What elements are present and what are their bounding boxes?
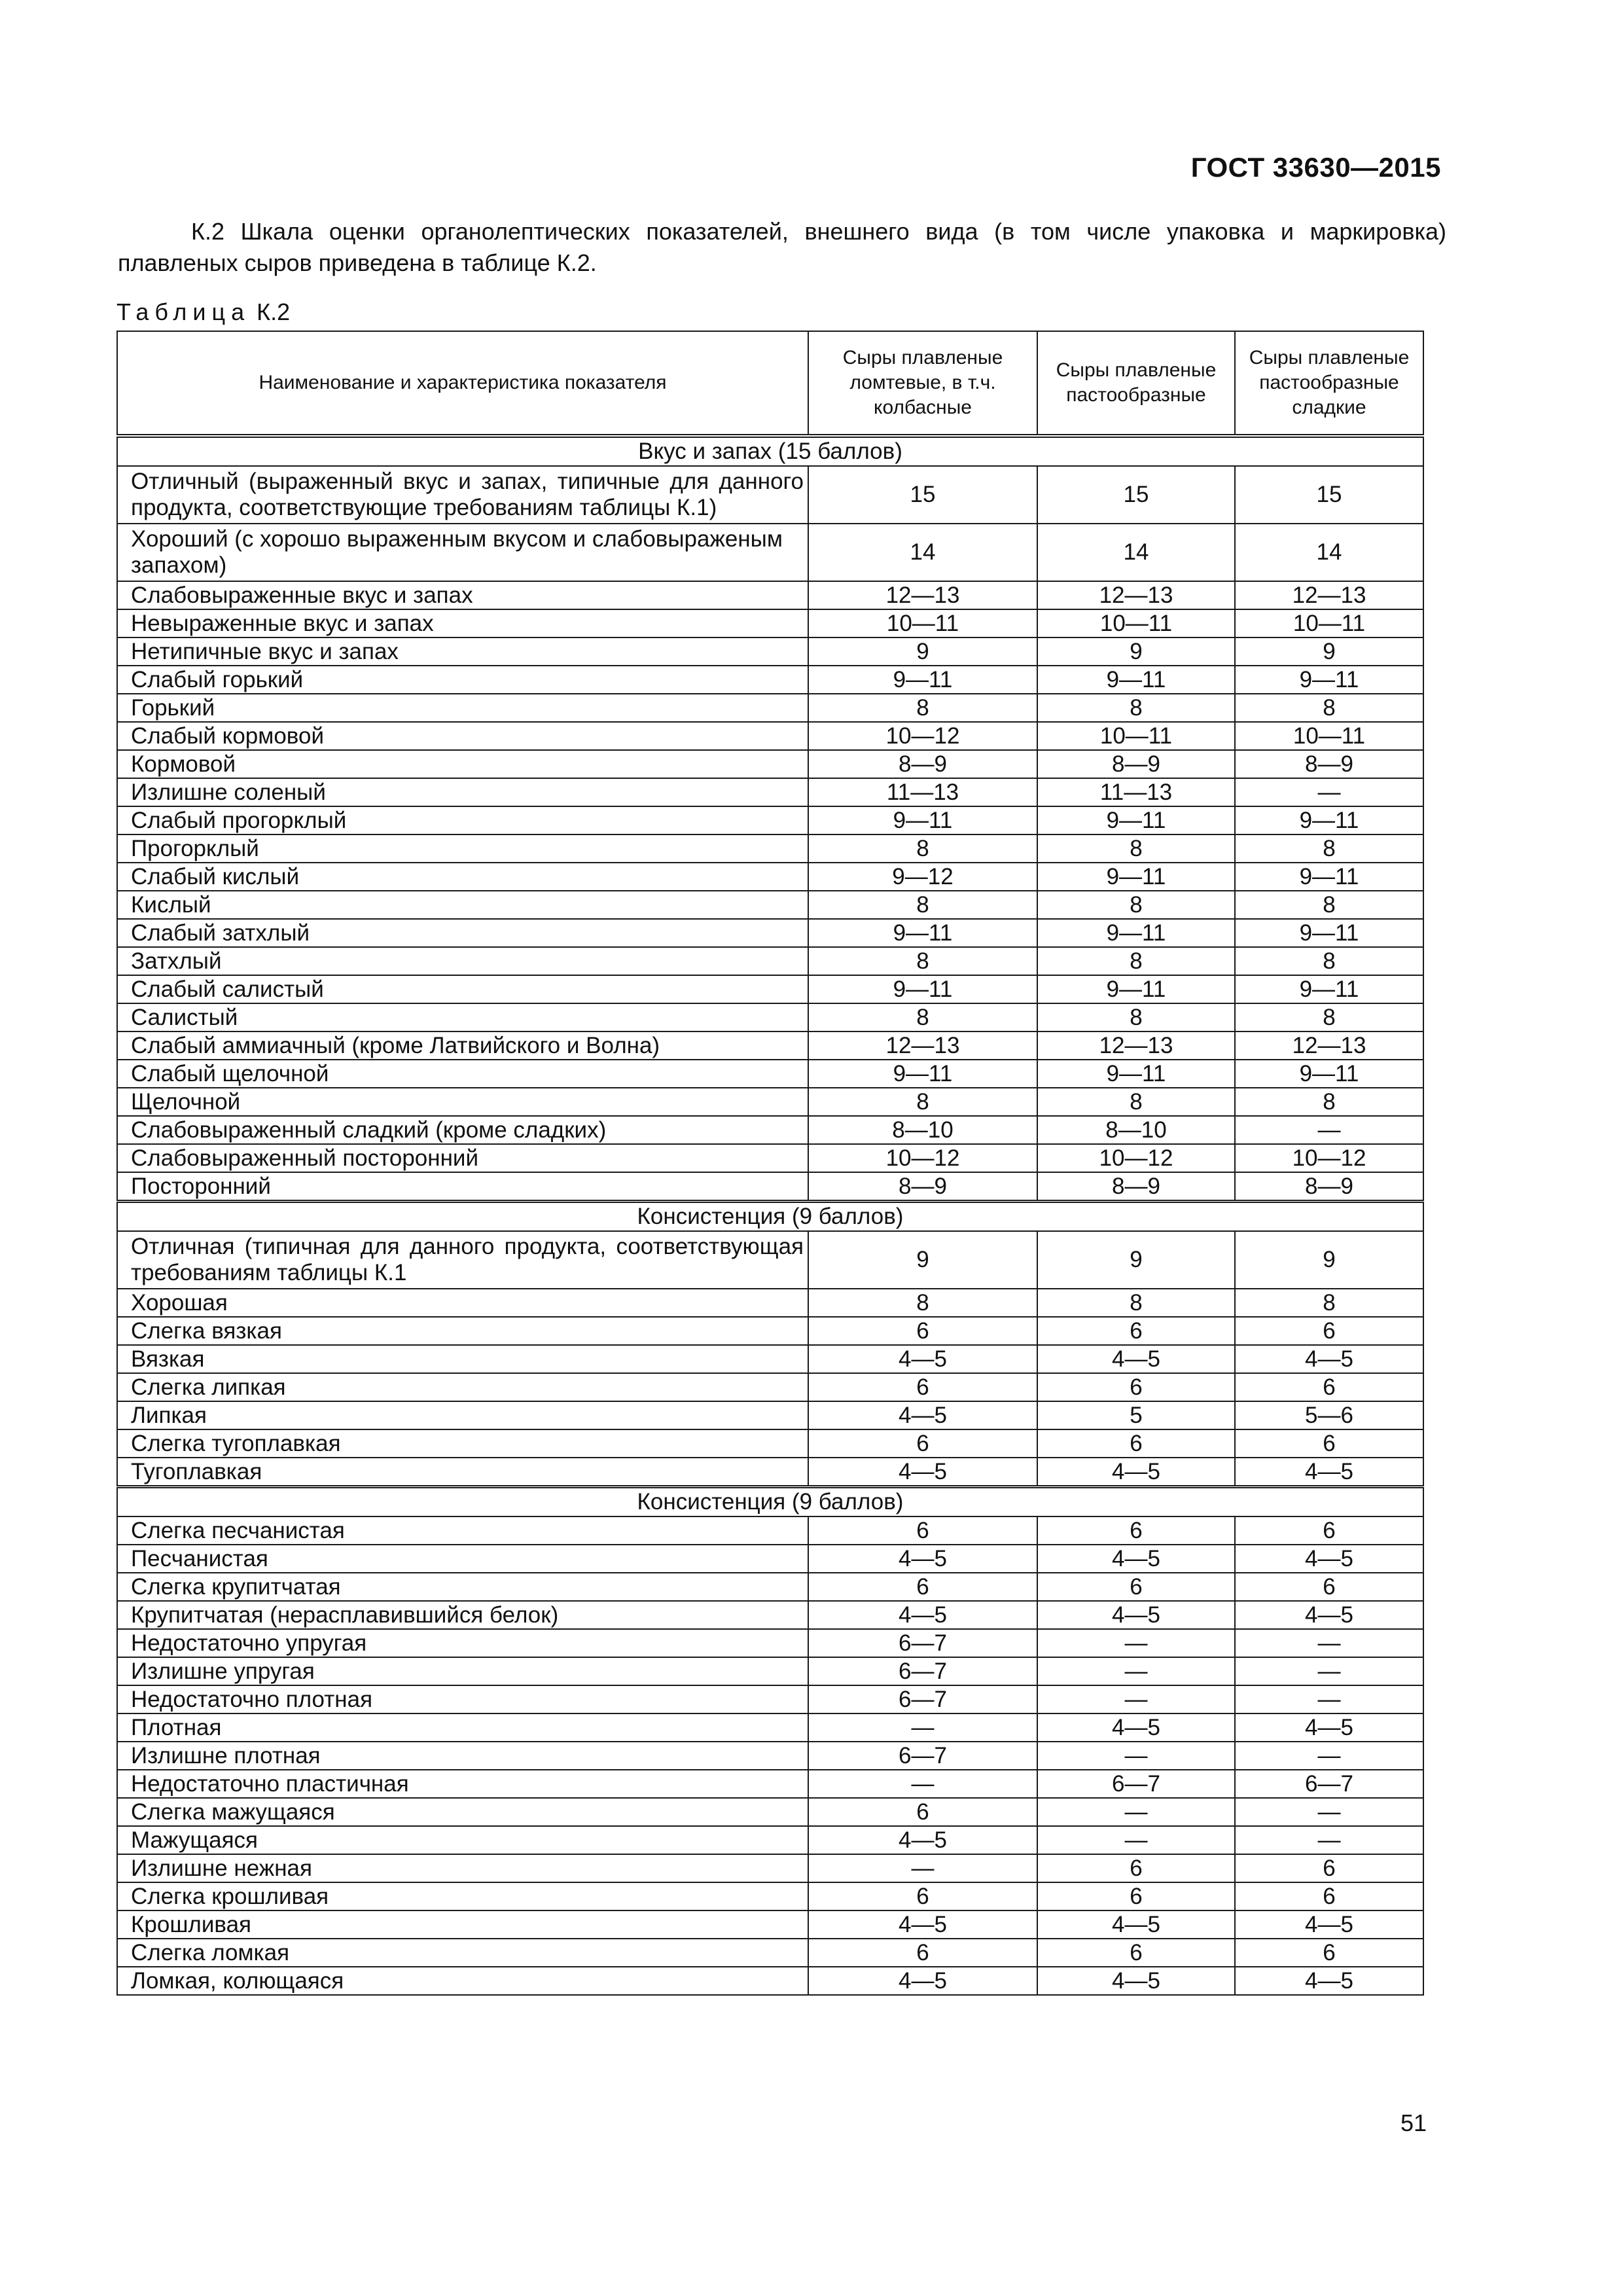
- table-row: [117, 1172, 1423, 1202]
- indicator-cell: Мажущаяся: [117, 1826, 808, 1854]
- indicator-cell: Слегка крупитчатая: [117, 1573, 808, 1601]
- indicator-cell: Нетипичные вкус и запах: [117, 637, 808, 666]
- table-row: [117, 1601, 1423, 1629]
- indicator-cell: Вязкая: [117, 1345, 808, 1373]
- indicator-cell: Слегка мажущаяся: [117, 1798, 808, 1826]
- table-row: [117, 806, 1423, 834]
- score-sliced-cell: 6—7: [808, 1685, 1037, 1713]
- score-sliced-cell: 15: [808, 466, 1037, 524]
- section-row: [117, 1487, 1423, 1517]
- table-row: [117, 834, 1423, 863]
- indicator-cell: Слабый прогорклый: [117, 806, 808, 834]
- score-paste-sweet-cell: 15: [1235, 466, 1423, 524]
- score-paste-cell: 9: [1037, 637, 1235, 666]
- score-sliced-cell: 6: [808, 1317, 1037, 1345]
- score-sliced-cell: 9—11: [808, 806, 1037, 834]
- score-paste-cell: 9—11: [1037, 863, 1235, 891]
- table-row: [117, 1345, 1423, 1373]
- score-paste-sweet-cell: 6: [1235, 1939, 1423, 1967]
- section-title: Вкус и запах (15 баллов): [117, 436, 1423, 466]
- indicator-cell: Отличная (типичная для данного продукта, соответствующая требованиям таблицы К.1: [117, 1231, 808, 1289]
- score-paste-cell: 15: [1037, 466, 1235, 524]
- score-paste-cell: 8—9: [1037, 750, 1235, 778]
- indicator-cell: Излишне соленый: [117, 778, 808, 806]
- score-sliced-cell: 6: [808, 1516, 1037, 1545]
- table-row: [117, 609, 1423, 637]
- score-sliced-cell: 6—7: [808, 1657, 1037, 1685]
- table-row: [117, 1088, 1423, 1116]
- score-sliced-cell: 6—7: [808, 1629, 1037, 1657]
- score-paste-sweet-cell: 8: [1235, 1289, 1423, 1317]
- table-row: [117, 581, 1423, 609]
- score-sliced-cell: 8: [808, 694, 1037, 722]
- score-paste-cell: 6: [1037, 1573, 1235, 1601]
- score-sliced-cell: 4—5: [808, 1401, 1037, 1429]
- table-row: [117, 1429, 1423, 1458]
- score-paste-sweet-cell: —: [1235, 778, 1423, 806]
- score-paste-cell: 12—13: [1037, 1031, 1235, 1060]
- score-paste-sweet-cell: 9—11: [1235, 666, 1423, 694]
- indicator-cell: Слегка вязкая: [117, 1317, 808, 1345]
- score-paste-cell: 6: [1037, 1882, 1235, 1910]
- score-paste-cell: 12—13: [1037, 581, 1235, 609]
- indicator-cell: Излишне плотная: [117, 1742, 808, 1770]
- indicator-cell: Слабый аммиачный (кроме Латвийского и Волна): [117, 1031, 808, 1060]
- score-paste-cell: 6: [1037, 1317, 1235, 1345]
- indicator-cell: Щелочной: [117, 1088, 808, 1116]
- score-sliced-cell: 4—5: [808, 1601, 1037, 1629]
- score-paste-sweet-cell: 12—13: [1235, 581, 1423, 609]
- table-row: [117, 1373, 1423, 1401]
- table-row: [117, 1458, 1423, 1487]
- indicator-cell: Отличный (выраженный вкус и запах, типичные для данного продукта, соответствующие требованиям таблицы К.1): [117, 466, 808, 524]
- score-paste-sweet-cell: 6: [1235, 1573, 1423, 1601]
- table-row: [117, 1116, 1423, 1144]
- table-row: [117, 750, 1423, 778]
- score-paste-cell: —: [1037, 1629, 1235, 1657]
- score-paste-sweet-cell: 4—5: [1235, 1345, 1423, 1373]
- table-row: [117, 778, 1423, 806]
- score-paste-sweet-cell: 12—13: [1235, 1031, 1423, 1060]
- table-caption-number: К.2: [257, 298, 291, 325]
- table-row: [117, 1573, 1423, 1601]
- score-paste-cell: —: [1037, 1798, 1235, 1826]
- score-paste-sweet-cell: 9—11: [1235, 975, 1423, 1003]
- table-row: [117, 1231, 1423, 1289]
- score-paste-cell: 8: [1037, 834, 1235, 863]
- score-sliced-cell: 4—5: [808, 1826, 1037, 1854]
- score-sliced-cell: 6: [808, 1939, 1037, 1967]
- table-row: [117, 524, 1423, 581]
- score-sliced-cell: 9: [808, 1231, 1037, 1289]
- score-sliced-cell: —: [808, 1854, 1037, 1882]
- score-paste-sweet-cell: 8: [1235, 947, 1423, 975]
- score-sliced-cell: 6: [808, 1373, 1037, 1401]
- table-row: [117, 1317, 1423, 1345]
- score-sliced-cell: 8: [808, 1003, 1037, 1031]
- score-paste-cell: 9: [1037, 1231, 1235, 1289]
- indicator-cell: Излишне нежная: [117, 1854, 808, 1882]
- table-row: [117, 1629, 1423, 1657]
- score-paste-cell: 14: [1037, 524, 1235, 581]
- score-paste-sweet-cell: 6: [1235, 1854, 1423, 1882]
- table-row: [117, 466, 1423, 524]
- indicator-cell: Ломкая, колющаяся: [117, 1967, 808, 1995]
- score-paste-cell: 10—11: [1037, 722, 1235, 750]
- indicator-cell: Слабовыраженный посторонний: [117, 1144, 808, 1172]
- table-row: [117, 666, 1423, 694]
- score-sliced-cell: 9—11: [808, 975, 1037, 1003]
- score-sliced-cell: 9—12: [808, 863, 1037, 891]
- score-sliced-cell: 8: [808, 1088, 1037, 1116]
- score-table: [116, 331, 1424, 1996]
- score-paste-sweet-cell: 6: [1235, 1373, 1423, 1401]
- document-code: ГОСТ 33630—2015: [1190, 152, 1441, 183]
- column-header-indicator: Наименование и характеристика показателя: [117, 331, 808, 436]
- indicator-cell: Слегка тугоплавкая: [117, 1429, 808, 1458]
- score-sliced-cell: 11—13: [808, 778, 1037, 806]
- intro-paragraph: К.2 Шкала оценки органолептических показателей, внешнего вида (в том числе упаковка и маркировка) плавленых сыров приведена в таблице К.2.: [118, 218, 1446, 276]
- table-row: [117, 1545, 1423, 1573]
- indicator-cell: Недостаточно упругая: [117, 1629, 808, 1657]
- indicator-cell: Тугоплавкая: [117, 1458, 808, 1487]
- score-sliced-cell: 10—12: [808, 722, 1037, 750]
- score-paste-sweet-cell: —: [1235, 1685, 1423, 1713]
- table-row: [117, 1003, 1423, 1031]
- indicator-cell: Слегка крошливая: [117, 1882, 808, 1910]
- score-paste-sweet-cell: 9—11: [1235, 863, 1423, 891]
- table-row: [117, 1516, 1423, 1545]
- table-row: [117, 947, 1423, 975]
- score-sliced-cell: 10—12: [808, 1144, 1037, 1172]
- score-sliced-cell: 8—10: [808, 1116, 1037, 1144]
- score-sliced-cell: 4—5: [808, 1345, 1037, 1373]
- score-paste-cell: 8: [1037, 1088, 1235, 1116]
- score-paste-sweet-cell: 14: [1235, 524, 1423, 581]
- table-row: [117, 1685, 1423, 1713]
- score-paste-sweet-cell: 6: [1235, 1429, 1423, 1458]
- score-paste-sweet-cell: 6: [1235, 1317, 1423, 1345]
- score-sliced-cell: 4—5: [808, 1545, 1037, 1573]
- indicator-cell: Крупитчатая (нерасплавившийся белок): [117, 1601, 808, 1629]
- table-row: [117, 1144, 1423, 1172]
- score-paste-cell: 4—5: [1037, 1545, 1235, 1573]
- score-paste-cell: 6: [1037, 1854, 1235, 1882]
- score-paste-sweet-cell: 8—9: [1235, 1172, 1423, 1202]
- indicator-cell: Крошливая: [117, 1910, 808, 1939]
- table-row: [117, 1713, 1423, 1742]
- table-row: [117, 1770, 1423, 1798]
- score-sliced-cell: 6—7: [808, 1742, 1037, 1770]
- score-paste-sweet-cell: 8: [1235, 834, 1423, 863]
- score-paste-cell: 8: [1037, 891, 1235, 919]
- score-sliced-cell: 9—11: [808, 666, 1037, 694]
- score-sliced-cell: 4—5: [808, 1458, 1037, 1487]
- score-paste-sweet-cell: —: [1235, 1826, 1423, 1854]
- indicator-cell: Салистый: [117, 1003, 808, 1031]
- score-paste-cell: —: [1037, 1742, 1235, 1770]
- page-number: 51: [1400, 2109, 1427, 2136]
- score-sliced-cell: 8—9: [808, 1172, 1037, 1202]
- score-paste-cell: 6—7: [1037, 1770, 1235, 1798]
- score-paste-cell: 10—11: [1037, 609, 1235, 637]
- indicator-cell: Прогорклый: [117, 834, 808, 863]
- score-sliced-cell: 8: [808, 891, 1037, 919]
- table-row: [117, 1910, 1423, 1939]
- score-paste-cell: 4—5: [1037, 1713, 1235, 1742]
- score-sliced-cell: 9—11: [808, 1060, 1037, 1088]
- score-paste-sweet-cell: 6—7: [1235, 1770, 1423, 1798]
- score-paste-cell: 6: [1037, 1429, 1235, 1458]
- indicator-cell: Недостаточно пластичная: [117, 1770, 808, 1798]
- score-paste-cell: —: [1037, 1826, 1235, 1854]
- score-sliced-cell: 9: [808, 637, 1037, 666]
- score-paste-sweet-cell: 8: [1235, 891, 1423, 919]
- score-paste-cell: 9—11: [1037, 806, 1235, 834]
- indicator-cell: Горький: [117, 694, 808, 722]
- score-sliced-cell: 6: [808, 1882, 1037, 1910]
- table-row: [117, 1401, 1423, 1429]
- table-row: [117, 919, 1423, 947]
- score-paste-sweet-cell: 10—12: [1235, 1144, 1423, 1172]
- score-paste-sweet-cell: 9: [1235, 637, 1423, 666]
- table-row: [117, 1798, 1423, 1826]
- score-sliced-cell: 6: [808, 1573, 1037, 1601]
- table-row: [117, 1826, 1423, 1854]
- table-row: [117, 1657, 1423, 1685]
- table-row: [117, 975, 1423, 1003]
- score-sliced-cell: —: [808, 1770, 1037, 1798]
- indicator-cell: Песчанистая: [117, 1545, 808, 1573]
- score-paste-sweet-cell: 8: [1235, 694, 1423, 722]
- column-header-paste: Сыры плавленые пастообразные: [1037, 331, 1235, 436]
- score-paste-cell: 6: [1037, 1373, 1235, 1401]
- indicator-cell: Кормовой: [117, 750, 808, 778]
- score-sliced-cell: —: [808, 1713, 1037, 1742]
- indicator-cell: Невыраженные вкус и запах: [117, 609, 808, 637]
- section-row: [117, 436, 1423, 466]
- score-paste-sweet-cell: 4—5: [1235, 1713, 1423, 1742]
- section-row: [117, 1202, 1423, 1232]
- indicator-cell: Затхлый: [117, 947, 808, 975]
- score-paste-sweet-cell: 9—11: [1235, 806, 1423, 834]
- score-paste-sweet-cell: —: [1235, 1742, 1423, 1770]
- score-paste-sweet-cell: 4—5: [1235, 1601, 1423, 1629]
- score-paste-sweet-cell: 4—5: [1235, 1458, 1423, 1487]
- score-paste-sweet-cell: 8: [1235, 1088, 1423, 1116]
- table-header-row: [117, 331, 1423, 436]
- table-body: [117, 436, 1423, 1995]
- score-paste-sweet-cell: 8—9: [1235, 750, 1423, 778]
- score-paste-sweet-cell: 4—5: [1235, 1545, 1423, 1573]
- indicator-cell: Слабый затхлый: [117, 919, 808, 947]
- table-row: [117, 863, 1423, 891]
- indicator-cell: Слабый кормовой: [117, 722, 808, 750]
- indicator-cell: Хороший (с хорошо выраженным вкусом и слабовыраженым запахом): [117, 524, 808, 581]
- score-paste-sweet-cell: 6: [1235, 1882, 1423, 1910]
- score-paste-sweet-cell: 10—11: [1235, 609, 1423, 637]
- score-paste-cell: 6: [1037, 1939, 1235, 1967]
- score-paste-cell: 8: [1037, 947, 1235, 975]
- score-sliced-cell: 14: [808, 524, 1037, 581]
- table-caption-label: Таблица: [116, 298, 251, 325]
- score-paste-cell: 8: [1037, 1289, 1235, 1317]
- indicator-cell: Липкая: [117, 1401, 808, 1429]
- score-paste-sweet-cell: 4—5: [1235, 1910, 1423, 1939]
- score-sliced-cell: 4—5: [808, 1967, 1037, 1995]
- indicator-cell: Слегка липкая: [117, 1373, 808, 1401]
- table-row: [117, 1854, 1423, 1882]
- score-paste-cell: 4—5: [1037, 1910, 1235, 1939]
- column-header-paste-sweet: Сыры плавленые пастообразные сладкие: [1235, 331, 1423, 436]
- score-sliced-cell: 12—13: [808, 1031, 1037, 1060]
- score-paste-sweet-cell: 9—11: [1235, 919, 1423, 947]
- table-row: [117, 1289, 1423, 1317]
- score-paste-sweet-cell: —: [1235, 1657, 1423, 1685]
- score-paste-cell: 6: [1037, 1516, 1235, 1545]
- score-paste-cell: 9—11: [1037, 666, 1235, 694]
- column-header-sliced: Сыры плавленые ломтевые, в т.ч. колбасные: [808, 331, 1037, 436]
- score-paste-cell: 4—5: [1037, 1601, 1235, 1629]
- score-paste-sweet-cell: 5—6: [1235, 1401, 1423, 1429]
- table-row: [117, 1967, 1423, 1995]
- indicator-cell: Слабовыраженные вкус и запах: [117, 581, 808, 609]
- score-sliced-cell: 8—9: [808, 750, 1037, 778]
- indicator-cell: Излишне упругая: [117, 1657, 808, 1685]
- table-row: [117, 1742, 1423, 1770]
- section-title: Консистенция (9 баллов): [117, 1202, 1423, 1232]
- score-paste-sweet-cell: 9: [1235, 1231, 1423, 1289]
- score-paste-sweet-cell: —: [1235, 1116, 1423, 1144]
- score-paste-cell: 5: [1037, 1401, 1235, 1429]
- indicator-cell: Слабый горький: [117, 666, 808, 694]
- table-row: [117, 694, 1423, 722]
- score-paste-cell: —: [1037, 1685, 1235, 1713]
- score-paste-sweet-cell: —: [1235, 1798, 1423, 1826]
- score-paste-sweet-cell: 6: [1235, 1516, 1423, 1545]
- score-sliced-cell: 8: [808, 1289, 1037, 1317]
- score-paste-cell: 11—13: [1037, 778, 1235, 806]
- indicator-cell: Кислый: [117, 891, 808, 919]
- score-sliced-cell: 10—11: [808, 609, 1037, 637]
- score-paste-sweet-cell: —: [1235, 1629, 1423, 1657]
- score-paste-cell: 8: [1037, 1003, 1235, 1031]
- score-paste-cell: 4—5: [1037, 1345, 1235, 1373]
- indicator-cell: Недостаточно плотная: [117, 1685, 808, 1713]
- table-caption: [116, 298, 290, 326]
- score-sliced-cell: 6: [808, 1429, 1037, 1458]
- table-row: [117, 1939, 1423, 1967]
- indicator-cell: Плотная: [117, 1713, 808, 1742]
- table-row: [117, 1060, 1423, 1088]
- score-paste-cell: 4—5: [1037, 1458, 1235, 1487]
- score-paste-cell: 8: [1037, 694, 1235, 722]
- score-paste-sweet-cell: 8: [1235, 1003, 1423, 1031]
- indicator-cell: Слабый салистый: [117, 975, 808, 1003]
- score-paste-cell: —: [1037, 1657, 1235, 1685]
- score-paste-cell: 9—11: [1037, 919, 1235, 947]
- indicator-cell: Слабый кислый: [117, 863, 808, 891]
- indicator-cell: Слегка песчанистая: [117, 1516, 808, 1545]
- table-row: [117, 722, 1423, 750]
- indicator-cell: Слабовыраженный сладкий (кроме сладких): [117, 1116, 808, 1144]
- score-paste-sweet-cell: 9—11: [1235, 1060, 1423, 1088]
- table-row: [117, 891, 1423, 919]
- table-row: [117, 1031, 1423, 1060]
- indicator-cell: Посторонний: [117, 1172, 808, 1202]
- score-paste-cell: 9—11: [1037, 1060, 1235, 1088]
- score-paste-sweet-cell: 10—11: [1235, 722, 1423, 750]
- score-paste-cell: 9—11: [1037, 975, 1235, 1003]
- indicator-cell: Слабый щелочной: [117, 1060, 808, 1088]
- score-sliced-cell: 6: [808, 1798, 1037, 1826]
- indicator-cell: Слегка ломкая: [117, 1939, 808, 1967]
- score-sliced-cell: 4—5: [808, 1910, 1037, 1939]
- score-paste-sweet-cell: 4—5: [1235, 1967, 1423, 1995]
- section-title: Консистенция (9 баллов): [117, 1487, 1423, 1517]
- table-row: [117, 1882, 1423, 1910]
- score-sliced-cell: 12—13: [808, 581, 1037, 609]
- score-paste-cell: 10—12: [1037, 1144, 1235, 1172]
- score-sliced-cell: 8: [808, 947, 1037, 975]
- score-paste-cell: 8—10: [1037, 1116, 1235, 1144]
- score-sliced-cell: 8: [808, 834, 1037, 863]
- table-row: [117, 637, 1423, 666]
- score-paste-cell: 4—5: [1037, 1967, 1235, 1995]
- score-paste-cell: 8—9: [1037, 1172, 1235, 1202]
- indicator-cell: Хорошая: [117, 1289, 808, 1317]
- score-sliced-cell: 9—11: [808, 919, 1037, 947]
